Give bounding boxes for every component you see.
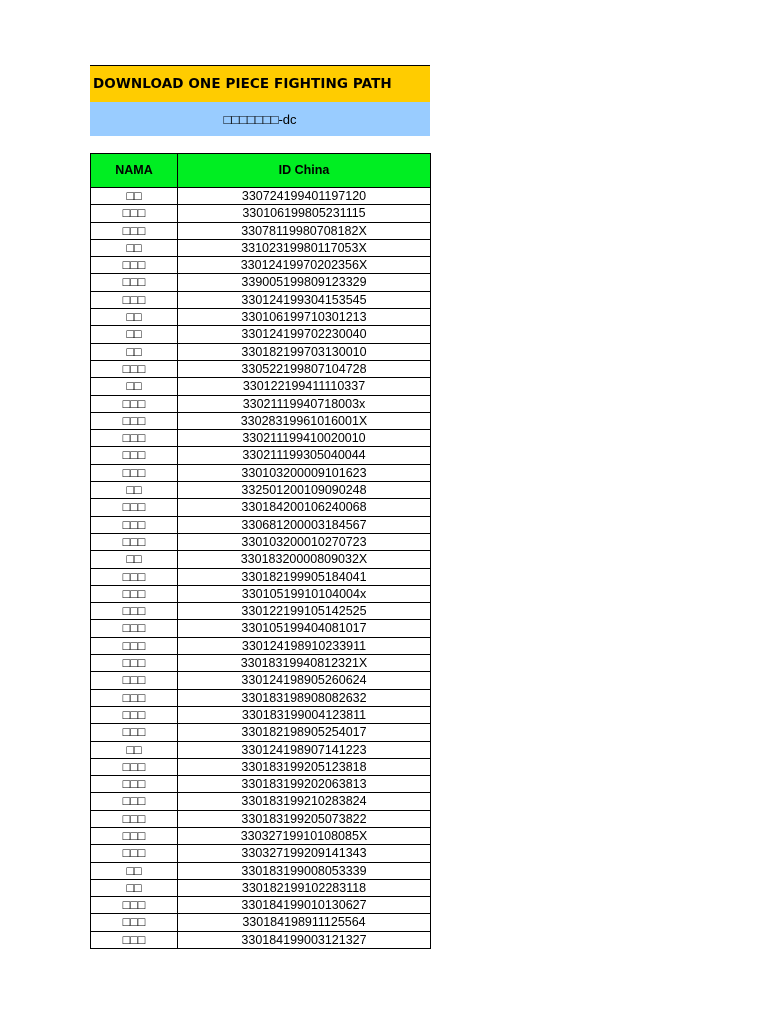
table-row	[91, 845, 431, 862]
id-cell: 330122199105142525	[178, 603, 431, 620]
id-cell: 330124199304153545	[178, 291, 431, 308]
table-row	[91, 464, 431, 481]
table-row	[91, 758, 431, 775]
id-cell: 330183199210283824	[178, 793, 431, 810]
id-cell: 33012419970202356X	[178, 257, 431, 274]
table-row	[91, 378, 431, 395]
table-row	[91, 655, 431, 672]
id-cell: 33032719910108085X	[178, 827, 431, 844]
banner-title: DOWNLOAD ONE PIECE FIGHTING PATH	[90, 66, 430, 102]
name-cell: □□□	[91, 827, 178, 844]
id-cell: 330106199710301213	[178, 309, 431, 326]
id-cell: 330182199703130010	[178, 343, 431, 360]
name-cell: □□□	[91, 845, 178, 862]
table-row	[91, 188, 431, 205]
subtitle-text: □□□□□□□-dc	[223, 111, 297, 127]
name-cell: □□□	[91, 516, 178, 533]
id-cell: 330124198907141223	[178, 741, 431, 758]
name-cell: □□	[91, 326, 178, 343]
id-cell: 330183198908082632	[178, 689, 431, 706]
name-cell: □□□	[91, 637, 178, 654]
id-cell: 330124198905260624	[178, 672, 431, 689]
name-cell: □□□	[91, 810, 178, 827]
table-row	[91, 222, 431, 239]
table-row	[91, 499, 431, 516]
table-row	[91, 309, 431, 326]
name-cell: □□□	[91, 914, 178, 931]
table-row	[91, 447, 431, 464]
table-row	[91, 360, 431, 377]
id-cell: 330327199209141343	[178, 845, 431, 862]
name-cell: □□□	[91, 395, 178, 412]
table-row	[91, 637, 431, 654]
id-cell: 330522199807104728	[178, 360, 431, 377]
id-cell: 330211199305040044	[178, 447, 431, 464]
name-cell: □□	[91, 378, 178, 395]
table-row	[91, 395, 431, 412]
name-cell: □□□	[91, 689, 178, 706]
table-row	[91, 430, 431, 447]
id-cell: 330183199008053339	[178, 862, 431, 879]
name-cell: □□□	[91, 360, 178, 377]
name-cell: □□□	[91, 447, 178, 464]
table-row	[91, 810, 431, 827]
name-cell: □□□	[91, 205, 178, 222]
name-cell: □□□	[91, 222, 178, 239]
table-row	[91, 827, 431, 844]
table-row	[91, 793, 431, 810]
id-cell: 339005199809123329	[178, 274, 431, 291]
table-header-row	[91, 154, 431, 188]
table-row	[91, 620, 431, 637]
id-cell: 330182199102283118	[178, 879, 431, 896]
id-cell: 330184199003121327	[178, 931, 431, 948]
name-cell: □□□	[91, 776, 178, 793]
id-cell: 33018319940812321X	[178, 655, 431, 672]
column-header-id: ID China	[178, 154, 431, 188]
name-cell: □□	[91, 239, 178, 256]
table-row	[91, 482, 431, 499]
table-row	[91, 326, 431, 343]
id-cell: 330182198905254017	[178, 724, 431, 741]
id-cell: 33078119980708182X	[178, 222, 431, 239]
id-cell: 330183199004123811	[178, 706, 431, 723]
name-cell: □□□	[91, 931, 178, 948]
table-row	[91, 343, 431, 360]
table-body	[91, 188, 431, 949]
table-row	[91, 516, 431, 533]
name-cell: □□□	[91, 430, 178, 447]
name-cell: □□□	[91, 724, 178, 741]
id-cell: 330184199010130627	[178, 897, 431, 914]
name-cell: □□□	[91, 585, 178, 602]
table-row	[91, 776, 431, 793]
table-row	[91, 897, 431, 914]
id-cell: 33021119940718003x	[178, 395, 431, 412]
name-cell: □□□	[91, 568, 178, 585]
table-row	[91, 724, 431, 741]
id-cell: 330184200106240068	[178, 499, 431, 516]
name-cell: □□□	[91, 533, 178, 550]
id-cell: 330103200009101623	[178, 464, 431, 481]
id-cell: 33010519910104004x	[178, 585, 431, 602]
name-cell: □□	[91, 551, 178, 568]
table-row	[91, 585, 431, 602]
name-cell: □□	[91, 482, 178, 499]
table-row	[91, 914, 431, 931]
id-cell: 330724199401197120	[178, 188, 431, 205]
table-row	[91, 706, 431, 723]
table-row	[91, 205, 431, 222]
spreadsheet-page	[90, 65, 430, 949]
id-cell: 330105199404081017	[178, 620, 431, 637]
name-cell: □□	[91, 343, 178, 360]
name-cell: □□□	[91, 672, 178, 689]
banner-subtitle	[90, 102, 430, 136]
name-cell: □□□	[91, 257, 178, 274]
id-cell: 33028319961016001X	[178, 412, 431, 429]
table-row	[91, 551, 431, 568]
table-row	[91, 412, 431, 429]
name-cell: □□	[91, 879, 178, 896]
name-cell: □□□	[91, 793, 178, 810]
id-cell: 330183199202063813	[178, 776, 431, 793]
table-row	[91, 672, 431, 689]
name-cell: □□□	[91, 291, 178, 308]
id-cell: 330106199805231115	[178, 205, 431, 222]
table-row	[91, 689, 431, 706]
id-cell: 330124198910233911	[178, 637, 431, 654]
id-cell: 330681200003184567	[178, 516, 431, 533]
id-cell: 330184198911125564	[178, 914, 431, 931]
name-cell: □□□	[91, 274, 178, 291]
name-cell: □□□	[91, 620, 178, 637]
name-cell: □□□	[91, 464, 178, 481]
id-table	[90, 153, 431, 949]
id-cell: 330103200010270723	[178, 533, 431, 550]
name-cell: □□	[91, 309, 178, 326]
id-cell: 330122199411110337	[178, 378, 431, 395]
table-row	[91, 931, 431, 948]
name-cell: □□	[91, 741, 178, 758]
table-row	[91, 239, 431, 256]
id-cell: 332501200109090248	[178, 482, 431, 499]
table-row	[91, 603, 431, 620]
name-cell: □□□	[91, 897, 178, 914]
column-header-name: NAMA	[91, 154, 178, 188]
name-cell: □□□	[91, 412, 178, 429]
table-row	[91, 291, 431, 308]
id-cell: 330183199205123818	[178, 758, 431, 775]
id-cell: 330182199905184041	[178, 568, 431, 585]
table-row	[91, 862, 431, 879]
table-row	[91, 741, 431, 758]
table-row	[91, 568, 431, 585]
name-cell: □□□	[91, 603, 178, 620]
table-row	[91, 879, 431, 896]
name-cell: □□□	[91, 706, 178, 723]
name-cell: □□	[91, 862, 178, 879]
name-cell: □□□	[91, 499, 178, 516]
id-cell: 33018320000809032X	[178, 551, 431, 568]
id-cell: 330183199205073822	[178, 810, 431, 827]
name-cell: □□□	[91, 758, 178, 775]
table-row	[91, 533, 431, 550]
name-cell: □□	[91, 188, 178, 205]
id-cell: 33102319980117053X	[178, 239, 431, 256]
name-cell: □□□	[91, 655, 178, 672]
table-row	[91, 257, 431, 274]
id-cell: 330124199702230040	[178, 326, 431, 343]
id-cell: 330211199410020010	[178, 430, 431, 447]
table-row	[91, 274, 431, 291]
